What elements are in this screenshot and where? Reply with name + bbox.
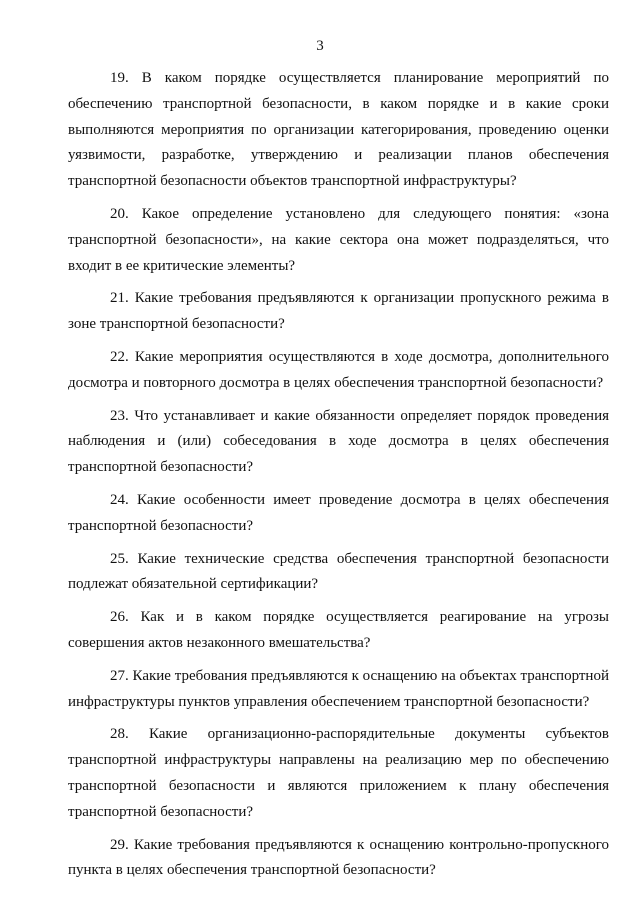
question-22: 22. Какие мероприятия осуществляются в ходе досмотра, дополнительного досмотра и повторного досмотра в целях обеспечения транспортной безопасности?	[68, 348, 609, 391]
question-27: 27. Какие требования предъявляются к оснащению на объектах транспортной инфраструктуры пунктов управления обеспечением транспортной безопасности?	[68, 667, 609, 710]
question-26: 26. Как и в каком порядке осуществляется реагирование на угрозы совершения актов незаконного вмешательства?	[68, 609, 609, 651]
question-20: 20. Какое определение установлено для следующего понятия: «зона транспортной безопасности», на какие сектора она может подразделяться, что входит в ее критические элементы?	[68, 205, 609, 274]
question-list	[68, 66, 609, 891]
question-25: 25. Какие технические средства обеспечения транспортной безопасности подлежат обязательной сертификации?	[68, 550, 609, 593]
question-24: 24. Какие особенности имеет проведение досмотра в целях обеспечения транспортной безопасности?	[68, 491, 609, 534]
question-28: 28. Какие организационно-распорядительные документы субъектов транспортной инфраструктуры направлены на реализацию мер по обеспечению транспортной безопасности и являются приложением к плану обеспечения транспортной безопасности?	[68, 726, 609, 820]
page-number: 3	[316, 38, 324, 54]
question-19: 19. В каком порядке осуществляется планирование мероприятий по обеспечению транспортной безопасности, в каком порядке и в какие сроки выполняются мероприятия по организации категорирования, проведению оценки уязвимости, разработке, утверждению и реализации планов обеспечения транспортной безопасности объектов транспортной инфраструктуры?	[68, 70, 609, 190]
question-23: 23. Что устанавливает и какие обязанности определяет порядок проведения наблюдения и (или) собеседования в ходе досмотра в целях обеспечения транспортной безопасности?	[68, 407, 609, 476]
question-29: 29. Какие требования предъявляются к оснащению контрольно-пропускного пункта в целях обеспечения транспортной безопасности?	[68, 836, 609, 879]
question-21: 21. Какие требования предъявляются к организации пропускного режима в зоне транспортной безопасности?	[68, 290, 609, 333]
